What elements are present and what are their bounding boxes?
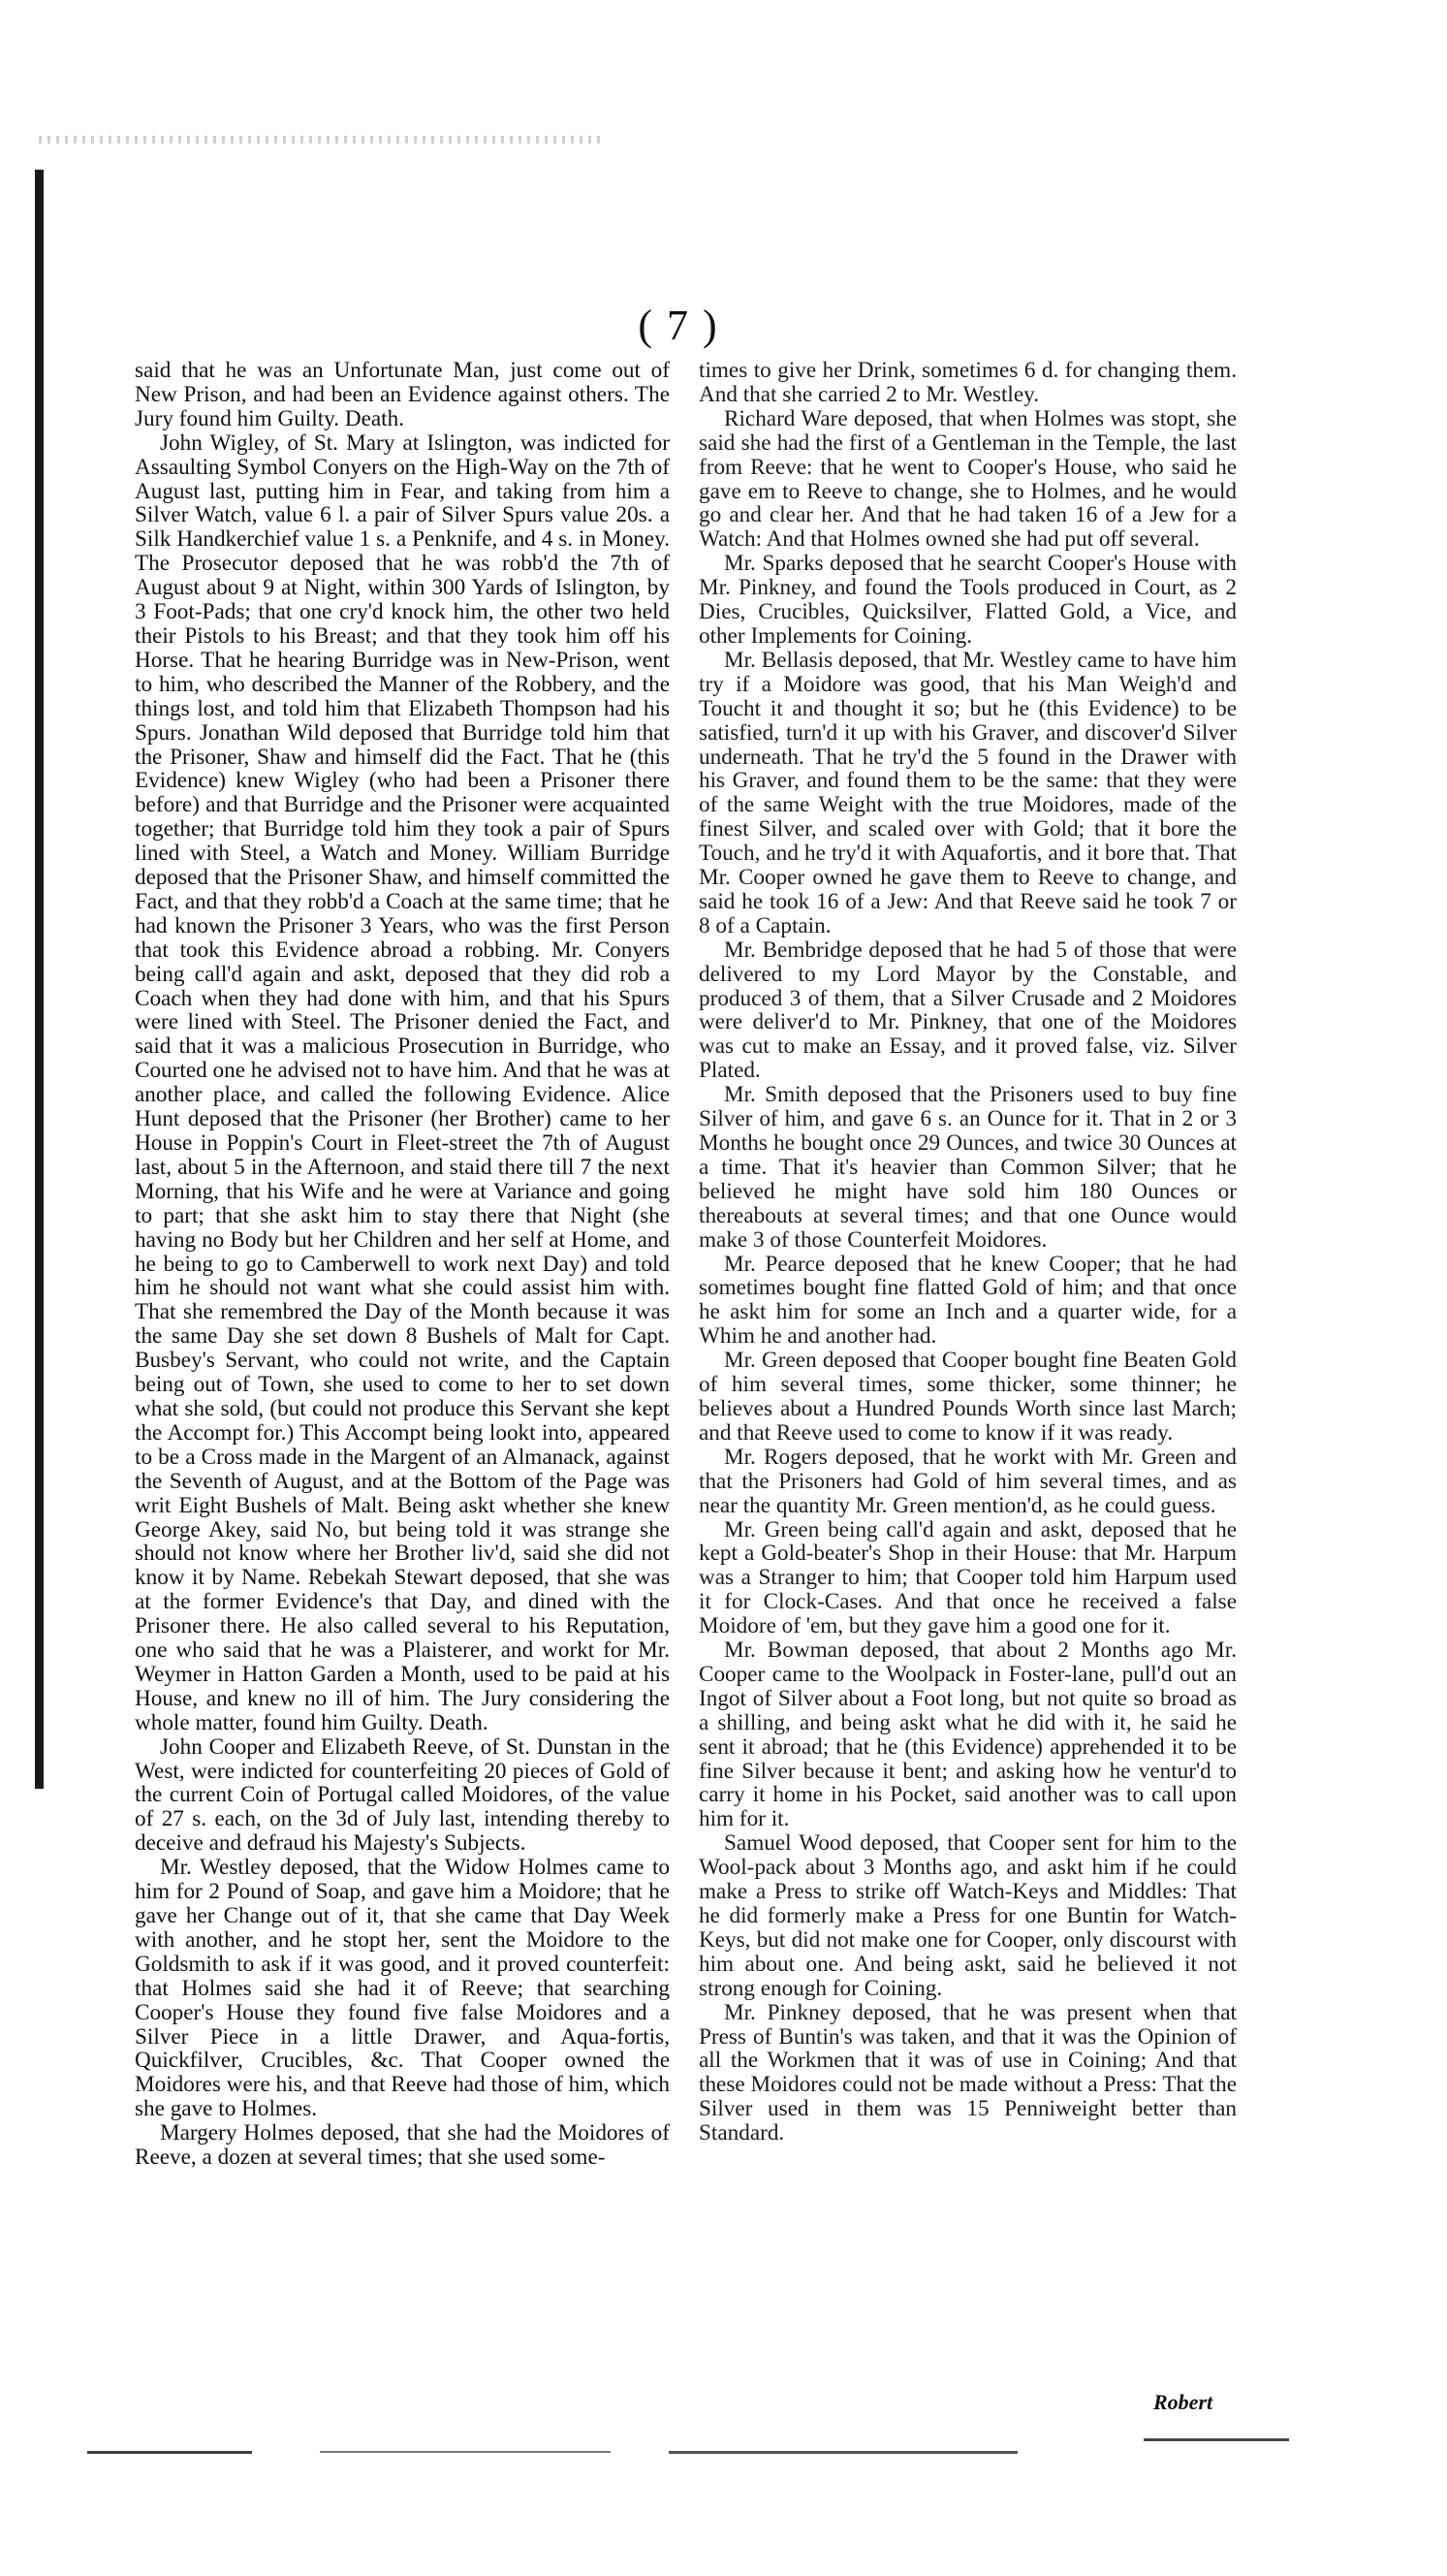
paragraph: Mr. Green being call'd again and askt, deposed that he kept a Gold-beater's Shop in their House: that Mr. Harpum was a Stranger to him; that Cooper told him Harpum used it for Clock-Cases. And that once he received a false Moidore of 'em, but they gave him a good one for it. (699, 1516, 1237, 1639)
paragraph: Mr. Bellasis deposed, that Mr. Westley came to have him try if a Moidore was good, that his Man Weigh'd and Toucht it and thought it so; but he (this Evidence) to be satisfied, turn'd it up with his Graver, and discover'd Silver underneath. That he try'd the 5 found in the Drawer with his Graver, and found them to be the same: that they were of the same Weight with the true Moidores, made of the finest Silver, and scaled over with Gold; that it bore the Touch, and he try'd it with Aquafortis, and it bore that. That Mr. Cooper owned he gave them to Reeve to change, and said he took 16 of a Jew: And that Reeve said he took 7 or 8 of a Captain. (699, 647, 1237, 938)
catchword: Robert (1153, 2390, 1213, 2414)
binding-edge-shadow (35, 170, 44, 1789)
bottom-scan-mark (320, 2451, 611, 2453)
paragraph: said that he was an Unfortunate Man, just come out of New Prison, and had been an Evidence against others. The Jury found him Guilty. Death. (135, 358, 670, 431)
paragraph: Samuel Wood deposed, that Cooper sent for him to the Wool-pack about 3 Months ago, and askt him if he could make a Press to strike off Watch-Keys and Middles: That he did formerly make a Press for one Buntin for Watch-Keys, but did not make one for Cooper, only discourst with him about one. And being askt, said he believed it not strong enough for Coining. (699, 1830, 1237, 2001)
left-column (135, 359, 670, 2170)
paragraph: Mr. Bembridge deposed that he had 5 of those that were delivered to my Lord Mayor by the Constable, and produced 3 of them, that a Silver Crusade and 2 Moidores were deliver'd to Mr. Pinkney, that one of the Moidores was cut to make an Essay, and it proved false, viz. Silver Plated. (699, 937, 1237, 1084)
bottom-scan-mark (87, 2451, 252, 2454)
paragraph: times to give her Drink, sometimes 6 d. for changing them. And that she carried 2 to Mr. Westley. (699, 358, 1237, 407)
paragraph: Mr. Smith deposed that the Prisoners used to buy fine Silver of him, and gave 6 s. an Ounce for it. That in 2 or 3 Months he bought once 29 Ounces, and twice 30 Ounces at a time. That it's heavier than Common Silver; that he believed he might have sold him 180 Ounces or thereabouts at several times; and that one Ounce would make 3 of those Counterfeit Moidores. (699, 1082, 1237, 1253)
paragraph: Margery Holmes deposed, that she had the Moidores of Reeve, a dozen at several times; that she used some- (135, 2120, 670, 2171)
page-number: ( 7 ) (638, 302, 719, 349)
paragraph: Mr. Pinkney deposed, that he was present when that Press of Buntin's was taken, and that it was the Opinion of all the Workmen that it was of use in Coining; And that these Moidores could not be made without a Press: That the Silver used in them was 15 Penniweight better than Standard. (699, 1999, 1237, 2147)
paragraph: John Wigley, of St. Mary at Islington, was indicted for Assaulting Symbol Conyers on the High-Way on the 7th of August last, putting him in Fear, and taking from him a Silver Watch, value 6 l. a pair of Silver Spurs value 20s. a Silk Handkerchief value 1 s. a Penknife, and 4 s. in Money. The Prosecutor deposed that he was robb'd the 7th of August about 9 at Night, within 300 Yards of Islington, by 3 Foot-Pads; that one cry'd knock him, the other two held their Pistols to his Breast; and that they took him off his Horse. That he hearing Burridge was in New-Prison, went to him, who described the Manner of the Robbery, and the things lost, and told him that Elizabeth Thompson had his Spurs. Jonathan Wild deposed that Burridge told him that the Prisoner, Shaw and himself did the Fact. That he (this Evidence) knew Wigley (who had been a Prisoner there before) and that Burridge and the Prisoner were acquainted together; that Burridge told him they took a pair of Spurs lined with Steel, a Watch and Money. William Burridge deposed that the Prisoner Shaw, and himself committed the Fact, and that they robb'd a Coach at the same time; that he had known the Prisoner 3 Years, who was the first Person that took this Evidence abroad a robbing. Mr. Conyers being call'd again and askt, deposed that they did rob a Coach when they had done with him, and that his Spurs were lined with Steel. The Prisoner denied the Fact, and said that it was a malicious Prosecution in Burridge, who Courted one he advised not to have him. And that he was at another place, and called the following Evidence. Alice Hunt deposed that the Prisoner (her Brother) came to her House in Poppin's Court in Fleet-street the 7th of August last, about 5 in the Afternoon, and staid there till 7 the next Morning, that his Wife and he were at Variance and going to part; that she askt him to stay there that Night (she having no Body but her Children and her self at Home, and he being to go to Camberwell to work next Day) and told him he should not want what she could assist him with. That she remembred the Day of the Month because it was the same Day she set down 8 Bushels of Malt for Capt. Busbey's Servant, who could not write, and the Captain being out of Town, she used to come to her to set down what she sold, (but could not produce this Servant she kept the Accompt for.) This Accompt being lookt into, appeared to be a Cross made in the Margent of an Almanack, against the Seventh of August, and at the Bottom of the Page was writ Eight Bushels of Malt. Being askt whether she knew George Akey, said No, but being told it was strange she should not know where her Brother liv'd, said she did not know it by Name. Rebekah Stewart deposed, that she was at the former Evidence's that Day, and dined with the Prisoner there. He also called several to his Reputation, one who said that he was a Plaisterer, and workt for Mr. Weymer in Hatton Garden a Month, used to be paid at his House, and knew no ill of him. The Jury considering the whole matter, found him Guilty. Death. (135, 429, 670, 1735)
bottom-scan-mark (669, 2451, 1018, 2454)
paragraph: Mr. Sparks deposed that he searcht Cooper's House with Mr. Pinkney, and found the Tools produced in Court, as 2 Dies, Crucibles, Quicksilver, Flatted Gold, a Vice, and other Implements for Coining. (699, 551, 1237, 649)
paragraph: Mr. Bowman deposed, that about 2 Months ago Mr. Cooper came to the Woolpack in Foster-lane, pull'd out an Ingot of Silver about a Foot long, but not quite so broad as a shilling, and being askt what he did with it, he said he sent it abroad; that he (this Evidence) apprehended it to be fine Silver because it bent; and asking how he ventur'd to carry it home in his Pocket, said another was to call upon him for it. (699, 1638, 1237, 1832)
paragraph: Mr. Rogers deposed, that he workt with Mr. Green and that the Prisoners had Gold of him several times, and as near the quantity Mr. Green mention'd, as he could guess. (699, 1444, 1237, 1518)
paragraph: John Cooper and Elizabeth Reeve, of St. Dunstan in the West, were indicted for counterfeiting 20 pieces of Gold of the current Coin of Portugal called Moidores, of the value of 27 s. each, on the 3d of July last, intending thereby to deceive and defraud his Majesty's Subjects. (135, 1733, 670, 1857)
paragraph: Mr. Westley deposed, that the Widow Holmes came to him for 2 Pound of Soap, and gave him a Moidore; that he gave her Change out of it, that she came that Day Week with another, and he stopt her, sent the Moidore to the Goldsmith to ask if it was good, and it proved counterfeit: that Holmes said she had it of Reeve; that searching Cooper's House they found five false Moidores and a Silver Piece in a little Drawer, and Aqua-fortis, Quickfilver, Crucibles, &c. That Cooper owned the Moidores were his, and that Reeve had those of him, which she gave to Holmes. (135, 1855, 670, 2122)
paragraph: Mr. Green deposed that Cooper bought fine Beaten Gold of him several times, some thicker, some thinner; he believes about a Hundred Pounds Worth since last March; and that Reeve used to come to know if it was ready. (699, 1348, 1237, 1446)
paragraph: Mr. Pearce deposed that he knew Cooper; that he had sometimes bought fine flatted Gold of him; and that once he askt him for some an Inch and a quarter wide, for a Whim he and another had. (699, 1251, 1237, 1350)
scan-noise-strip (39, 136, 601, 143)
right-column (699, 359, 1237, 2146)
paragraph: Richard Ware deposed, that when Holmes was stopt, she said she had the first of a Gentleman in the Temple, the last from Reeve: that he went to Cooper's House, who said he gave em to Reeve to change, she to Holmes, and he would go and clear her. And that he had taken 16 of a Jew for a Watch: And that Holmes owned she had put off several. (699, 405, 1237, 553)
bottom-scan-mark (1144, 2438, 1289, 2441)
